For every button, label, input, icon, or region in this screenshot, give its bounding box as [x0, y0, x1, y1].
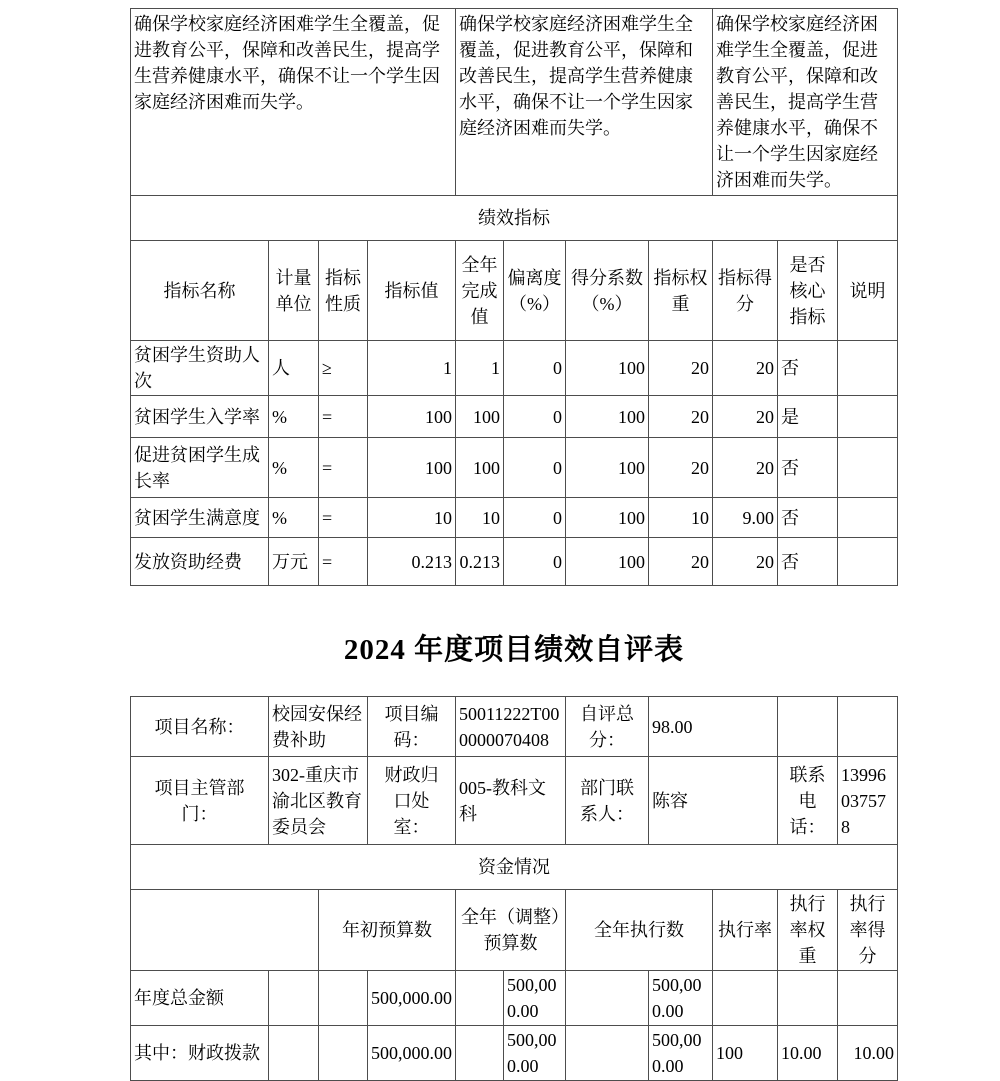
indicator-deviation: 0 — [504, 538, 566, 586]
indicator-coefficient: 100 — [566, 538, 649, 586]
indicator-name: 促进贫困学生成长率 — [131, 438, 269, 498]
funding-rate-weight-value: 10.00 — [778, 1026, 838, 1081]
dept-label: 项目主管部门： — [131, 757, 269, 845]
indicator-target: 1 — [368, 341, 456, 396]
funding-header-executed: 全年执行数 — [566, 890, 713, 971]
funding-row-label: 其中：财政拨款 — [131, 1026, 269, 1081]
funding-section-title: 资金情况 — [131, 845, 898, 890]
project-code-value: 50011222T000000070408 — [456, 697, 566, 757]
indicator-score: 20 — [713, 538, 778, 586]
indicator-unit: % — [269, 396, 319, 438]
indicator-score: 9.00 — [713, 498, 778, 538]
indicator-target: 10 — [368, 498, 456, 538]
funding-header-rate: 执行率 — [713, 890, 778, 971]
objective-text-col1: 确保学校家庭经济困难学生全覆盖，促进教育公平，保障和改善民生，提高学生营养健康水平，确保不让一个学生因家庭经济困难而失学。 — [131, 9, 456, 196]
col-header-note: 说明 — [838, 241, 898, 341]
indicator-weight: 20 — [649, 341, 713, 396]
project-code-label: 项目编码： — [368, 697, 456, 757]
performance-section-title: 绩效指标 — [131, 196, 898, 241]
funding-rate-value — [713, 971, 778, 1026]
funding-rate-weight-value — [778, 971, 838, 1026]
indicator-nature: = — [319, 438, 368, 498]
indicator-nature: = — [319, 498, 368, 538]
indicator-nature: = — [319, 396, 368, 438]
indicator-coefficient: 100 — [566, 498, 649, 538]
indicator-weight: 10 — [649, 498, 713, 538]
indicator-weight: 20 — [649, 538, 713, 586]
funding-section-header-row — [131, 845, 898, 890]
indicator-core: 否 — [778, 498, 838, 538]
funding-header-adjusted: 全年（调整）预算数 — [456, 890, 566, 971]
funding-header-row — [131, 890, 898, 971]
contact-label: 部门联系人： — [566, 757, 649, 845]
objective-text-col2: 确保学校家庭经济困难学生全覆盖，促进教育公平，保障和改善民生，提高学生营养健康水平，确保不让一个学生因家庭经济困难而失学。 — [456, 9, 713, 196]
funding-rate-score-value: 10.00 — [838, 1026, 898, 1081]
indicator-row — [131, 438, 898, 498]
indicator-note — [838, 538, 898, 586]
project-name-row — [131, 697, 898, 757]
col-header-completed: 全年完成值 — [456, 241, 504, 341]
empty-cell — [456, 971, 504, 1026]
col-header-unit: 计量单位 — [269, 241, 319, 341]
indicator-target: 0.213 — [368, 538, 456, 586]
dept-value: 302-重庆市渝北区教育委员会 — [269, 757, 368, 845]
funding-header-rate-score: 执行率得分 — [838, 890, 898, 971]
empty-cell — [566, 1026, 649, 1081]
indicator-name: 发放资助经费 — [131, 538, 269, 586]
indicator-unit: 人 — [269, 341, 319, 396]
col-header-weight: 指标权重 — [649, 241, 713, 341]
contact-value: 陈容 — [649, 757, 778, 845]
funding-rate-score-value — [838, 971, 898, 1026]
indicator-nature: = — [319, 538, 368, 586]
funding-row-fiscal — [131, 1026, 898, 1081]
indicator-core: 是 — [778, 396, 838, 438]
funding-executed-value: 500,000.00 — [649, 1026, 713, 1081]
funding-rate-value: 100 — [713, 1026, 778, 1081]
phone-value: 13996037578 — [838, 757, 898, 845]
empty-cell — [319, 971, 368, 1026]
indicator-score: 20 — [713, 341, 778, 396]
indicator-header-row — [131, 241, 898, 341]
objective-row — [131, 9, 898, 196]
empty-cell — [838, 697, 898, 757]
col-header-nature: 指标性质 — [319, 241, 368, 341]
indicator-core: 否 — [778, 341, 838, 396]
performance-indicators-table — [130, 8, 898, 586]
indicator-name: 贫困学生满意度 — [131, 498, 269, 538]
indicator-nature: ≥ — [319, 341, 368, 396]
indicator-core: 否 — [778, 438, 838, 498]
project-dept-row — [131, 757, 898, 845]
funding-header-initial: 年初预算数 — [319, 890, 456, 971]
indicator-weight: 20 — [649, 438, 713, 498]
indicator-unit: % — [269, 438, 319, 498]
col-header-name: 指标名称 — [131, 241, 269, 341]
funding-initial-value: 500,000.00 — [368, 1026, 456, 1081]
indicator-row — [131, 396, 898, 438]
empty-cell — [319, 1026, 368, 1081]
indicator-name: 贫困学生入学率 — [131, 396, 269, 438]
indicator-completed: 0.213 — [456, 538, 504, 586]
phone-label: 联系电话： — [778, 757, 838, 845]
self-score-value: 98.00 — [649, 697, 778, 757]
empty-cell — [269, 1026, 319, 1081]
indicator-note — [838, 498, 898, 538]
document-sheet — [130, 8, 898, 1081]
office-label: 财政归口处室： — [368, 757, 456, 845]
indicator-note — [838, 396, 898, 438]
funding-adjusted-value: 500,000.00 — [504, 971, 566, 1026]
funding-initial-value: 500,000.00 — [368, 971, 456, 1026]
col-header-core: 是否核心指标 — [778, 241, 838, 341]
empty-cell — [269, 971, 319, 1026]
indicator-row — [131, 538, 898, 586]
performance-section-header-row — [131, 196, 898, 241]
empty-cell — [778, 697, 838, 757]
indicator-coefficient: 100 — [566, 341, 649, 396]
indicator-core: 否 — [778, 538, 838, 586]
funding-header-rate-weight: 执行率权重 — [778, 890, 838, 971]
project-selfeval-table — [130, 696, 898, 1081]
indicator-completed: 100 — [456, 396, 504, 438]
indicator-target: 100 — [368, 438, 456, 498]
empty-cell — [566, 971, 649, 1026]
indicator-target: 100 — [368, 396, 456, 438]
project-name-value: 校园安保经费补助 — [269, 697, 368, 757]
indicator-coefficient: 100 — [566, 438, 649, 498]
indicator-unit: 万元 — [269, 538, 319, 586]
indicator-coefficient: 100 — [566, 396, 649, 438]
self-score-label: 自评总分： — [566, 697, 649, 757]
indicator-deviation: 0 — [504, 341, 566, 396]
funding-adjusted-value: 500,000.00 — [504, 1026, 566, 1081]
indicator-completed: 1 — [456, 341, 504, 396]
indicator-row — [131, 498, 898, 538]
page-title: 2024 年度项目绩效自评表 — [343, 634, 685, 666]
indicator-deviation: 0 — [504, 396, 566, 438]
funding-header-blank — [131, 890, 319, 971]
office-value: 005-教科文科 — [456, 757, 566, 845]
indicator-completed: 100 — [456, 438, 504, 498]
indicator-name: 贫困学生资助人次 — [131, 341, 269, 396]
indicator-deviation: 0 — [504, 498, 566, 538]
funding-executed-value: 500,000.00 — [649, 971, 713, 1026]
empty-cell — [456, 1026, 504, 1081]
col-header-coefficient: 得分系数（%） — [566, 241, 649, 341]
indicator-row — [131, 341, 898, 396]
indicator-score: 20 — [713, 438, 778, 498]
indicator-completed: 10 — [456, 498, 504, 538]
indicator-score: 20 — [713, 396, 778, 438]
col-header-deviation: 偏离度（%） — [504, 241, 566, 341]
indicator-unit: % — [269, 498, 319, 538]
indicator-note — [838, 341, 898, 396]
funding-row-total — [131, 971, 898, 1026]
col-header-target: 指标值 — [368, 241, 456, 341]
indicator-note — [838, 438, 898, 498]
indicator-weight: 20 — [649, 396, 713, 438]
indicator-deviation: 0 — [504, 438, 566, 498]
funding-row-label: 年度总金额 — [131, 971, 269, 1026]
col-header-score: 指标得分 — [713, 241, 778, 341]
project-name-label: 项目名称： — [131, 697, 269, 757]
objective-text-col3: 确保学校家庭经济困难学生全覆盖，促进教育公平，保障和改善民生，提高学生营养健康水平，确保不让一个学生因家庭经济困难而失学。 — [713, 9, 898, 196]
